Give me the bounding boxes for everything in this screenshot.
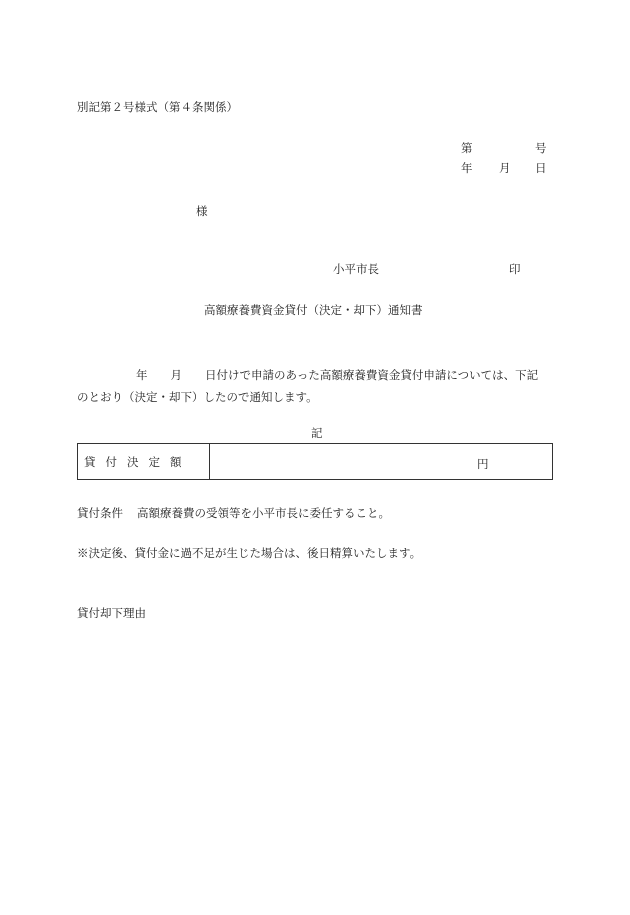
document-number-label: 第 bbox=[461, 141, 473, 155]
ki-heading: 記 bbox=[311, 426, 323, 440]
notice-body-line-1 bbox=[77, 364, 555, 386]
settlement-note: ※決定後、貸付金に過不足が生じた場合は、後日精算いたします。 bbox=[77, 546, 422, 560]
notice-body bbox=[77, 364, 555, 408]
loan-conditions bbox=[77, 508, 390, 520]
issuer-title: 小平市長 bbox=[333, 262, 379, 276]
seal-mark: 印 bbox=[509, 262, 521, 276]
loan-conditions-label: 貸付条件 bbox=[77, 506, 123, 520]
addressee-honorific: 様 bbox=[196, 204, 208, 218]
date-month-label: 月 bbox=[499, 161, 511, 175]
rejection-reason-label: 貸付却下理由 bbox=[77, 606, 146, 620]
body-line-1-text: 日付けで申請のあった高額療養費資金貸付申請については、下記 bbox=[205, 368, 539, 382]
loan-decision-table bbox=[77, 443, 553, 480]
body-year-label: 年 bbox=[136, 368, 148, 382]
yen-unit: 円 bbox=[477, 457, 489, 471]
body-month-label: 月 bbox=[170, 368, 182, 382]
date-year-label: 年 bbox=[461, 161, 473, 175]
form-reference: 別記第２号様式（第４条関係） bbox=[77, 100, 238, 114]
date-day-label: 日 bbox=[535, 161, 547, 175]
loan-decision-amount-label: 貸付決定額 bbox=[78, 444, 210, 479]
document-title: 高額療養費資金貸付（決定・却下）通知書 bbox=[204, 303, 423, 317]
loan-conditions-text: 高額療養費の受領等を小平市長に委任すること。 bbox=[137, 506, 390, 520]
loan-decision-amount-field[interactable] bbox=[210, 444, 552, 479]
notice-body-line-2: のとおり（決定・却下）したので通知します。 bbox=[77, 390, 318, 404]
document-number-suffix: 号 bbox=[535, 141, 547, 155]
